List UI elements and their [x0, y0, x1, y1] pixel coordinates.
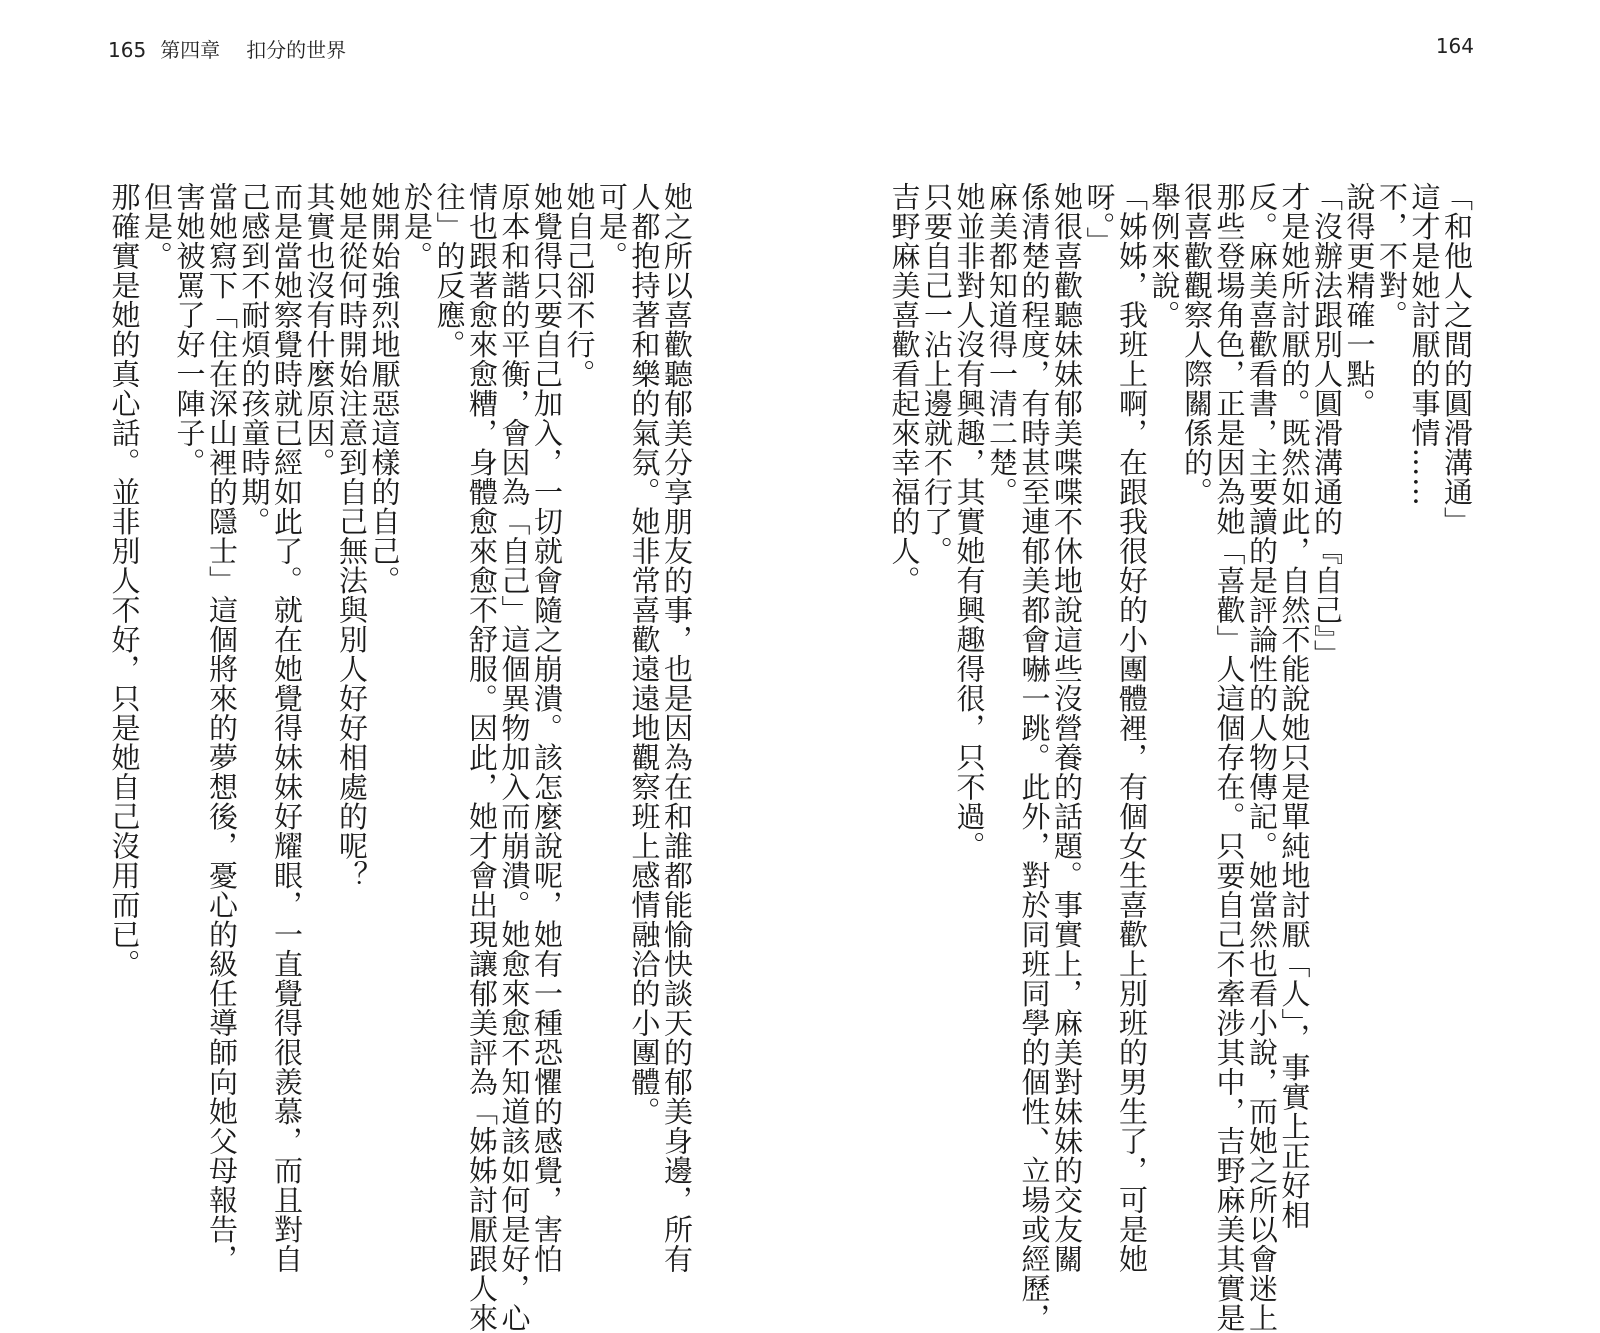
text-line: 她很喜歡聽妹妹郁美喋喋不休地說這些沒營養的話題。事實上，麻美對妹妹的交友關 — [1050, 182, 1084, 1274]
text-line: 「和他人之間的圓滑溝通」 — [1440, 182, 1474, 536]
text-line: 但是。 — [140, 182, 174, 271]
text-line: 很喜歡觀察人際關係的。 — [1180, 182, 1214, 507]
text-line: 說得更精確一點。 — [1342, 182, 1377, 418]
text-line: 原本和諧的平衡，會因為「自己」這個異物加入而崩潰。她愈來愈不知道該如何是好，心 — [497, 182, 532, 1333]
text-line: 舉例來說。 — [1147, 182, 1182, 330]
text-line: 係清楚的程度，有時甚至連郁美都會嚇一跳。此外，對於同班同學的個性、立場或經歷， — [1017, 182, 1052, 1333]
chapter-title: 扣分的世界 — [246, 38, 347, 62]
text-line: 只要自己一沾上邊就不行了。 — [920, 182, 954, 566]
text-line: 可是。 — [595, 182, 629, 271]
text-line: 而是當她察覺時就已經如此了。就在她覺得妹妹好耀眼，一直覺得很羨慕，而且對自 — [270, 182, 304, 1274]
text-line: 「姊姊，我班上啊，在跟我很好的小團體裡，有個女生喜歡上別班的男生了，可是她 — [1115, 182, 1149, 1274]
chapter-label: 第四章 — [160, 38, 221, 62]
text-line: 當她寫下「住在深山裡的隱士」這個將來的夢想後，憂心的級任導師向她父母報告， — [205, 182, 239, 1274]
text-line: 吉野麻美喜歡看起來幸福的人。 — [887, 182, 922, 595]
text-line: 她並非對人沒有興趣，其實她有興趣得很，只不過。 — [952, 182, 987, 861]
text-line: 其實也沒有什麼原因。 — [302, 182, 337, 477]
right-page-number: 164 — [1435, 34, 1474, 58]
text-line: 己感到不耐煩的孩童時期。 — [237, 182, 272, 536]
text-line: 不，不對。 — [1375, 182, 1409, 330]
text-line: 反。麻美喜歡看書，主要讀的是評論性的人物傳記。她當然也看小說，而她之所以會迷上 — [1245, 182, 1279, 1333]
left-page-header — [108, 34, 346, 63]
left-page-number: 165 — [108, 38, 147, 62]
text-line: 人都抱持著和樂的氣氛。她非常喜歡遠遠地觀察班上感情融洽的小團體。 — [627, 182, 662, 1126]
text-line: 那些登場角色，正是因為她「喜歡」人這個存在。只要自己不牽涉其中，吉野麻美其實是 — [1212, 182, 1247, 1333]
text-line: 她之所以喜歡聽郁美分享朋友的事，也是因為在和誰都能愉快談天的郁美身邊，所有 — [660, 182, 694, 1274]
text-line: 她覺得只要自己加入，一切就會隨之崩潰。該怎麼說呢，她有一種恐懼的感覺，害怕 — [530, 182, 564, 1274]
text-line: 麻美都知道得一清二楚。 — [985, 182, 1019, 507]
text-line: 「沒辦法跟別人圓滑溝通的『自己』」 — [1310, 182, 1344, 669]
text-line: 呀。」 — [1082, 182, 1117, 256]
right-page-text — [888, 182, 1473, 1333]
text-line: 才是她所討厭的。既然如此，自然不能說她只是單純地討厭「人」，事實上正好相 — [1277, 182, 1312, 1230]
text-line: 於是。 — [400, 182, 434, 271]
right-page-header — [1436, 34, 1474, 58]
left-page-text — [108, 182, 693, 1333]
text-line: 她開始強烈地厭惡這樣的自己。 — [367, 182, 402, 595]
text-line: 情也跟著愈來愈糟，身體愈來愈不舒服。因此，她才會出現讓郁美評為「姊姊討厭跟人來 — [465, 182, 499, 1333]
text-line: 往」的反應。 — [432, 182, 467, 359]
text-line: 她自己卻不行。 — [562, 182, 597, 389]
text-line: 她是從何時開始注意到自己無法與別人好好相處的呢？ — [335, 182, 369, 890]
text-line: 這才是她討厭的事情…… — [1407, 182, 1442, 507]
text-line: 害她被罵了好一陣子。 — [172, 182, 207, 477]
text-line: 那確實是她的真心話。並非別人不好，只是她自己沒用而已。 — [107, 182, 142, 979]
